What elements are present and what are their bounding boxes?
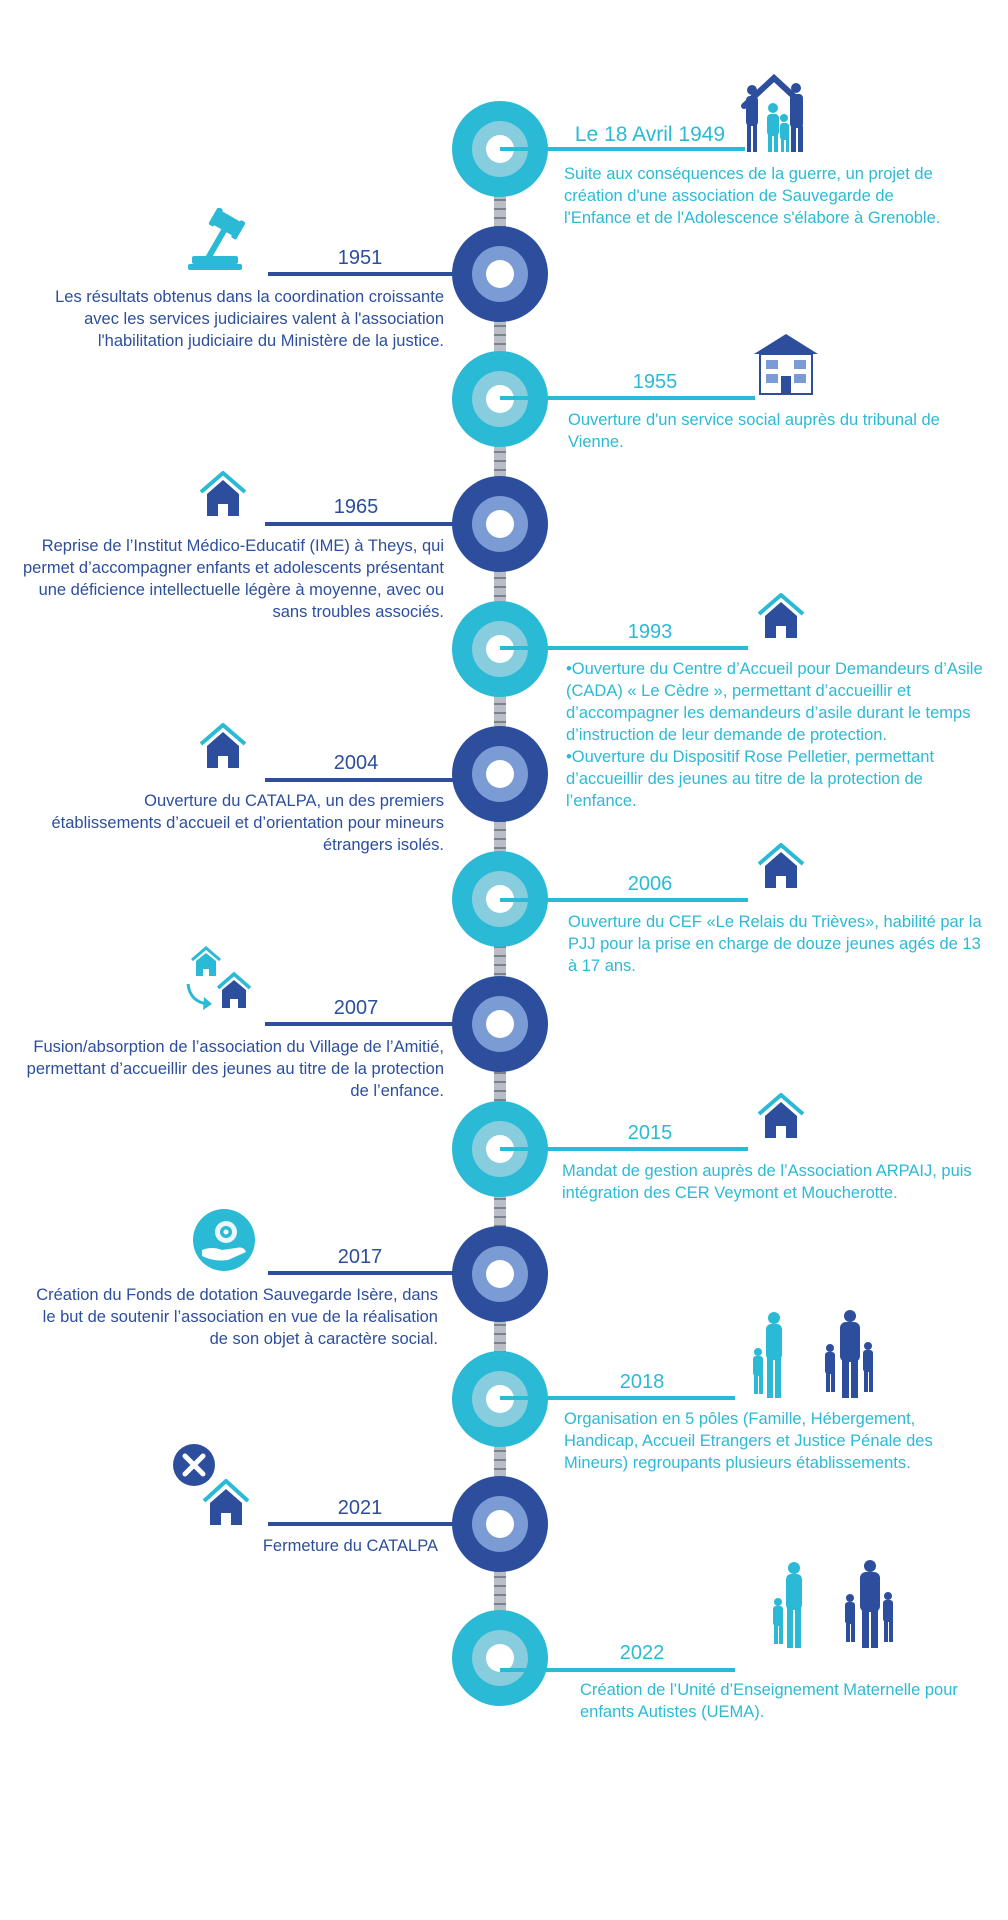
event-bullet: •Ouverture du Dispositif Rose Pelletier, permettant d’accueillir des jeunes au titre de la protection de l’enfance. bbox=[566, 748, 935, 810]
house-merge-icon bbox=[180, 944, 262, 1022]
event-date: 2021 bbox=[337, 1497, 383, 1519]
event-description: Organisation en 5 pôles (Famille, Hébergement, Handicap, Accueil Etrangers et Justice Pénale des Mineurs) regroupants plusieurs établissements. bbox=[564, 1410, 933, 1472]
event-date: 2004 bbox=[333, 752, 379, 774]
event-description: Mandat de gestion auprès de l’Association ARPAIJ, puis intégration des CER Veymont et Moucherotte. bbox=[562, 1162, 972, 1202]
timeline-connector bbox=[500, 1147, 748, 1151]
event-description: Ouverture d'un service social auprès du tribunal de Vienne. bbox=[568, 411, 940, 451]
house-closed-icon bbox=[170, 1443, 256, 1527]
event-date: 1955 bbox=[632, 371, 678, 393]
event-description: Ouverture du CEF «Le Relais du Trièves», habilité par la PJJ pour la prise en charge de douze jeunes agés de 13 à 17 ans. bbox=[568, 913, 982, 975]
event-description: Fusion/absorption de l’association du Village de l’Amitié, permettant d’accueillir des jeunes au titre de la protection de l’enfance. bbox=[26, 1038, 444, 1100]
timeline-connector bbox=[500, 396, 755, 400]
event-date: Le 18 Avril 1949 bbox=[574, 123, 726, 146]
house-icon bbox=[198, 470, 248, 518]
timeline-node bbox=[452, 226, 548, 322]
family-walking-icon bbox=[764, 1560, 894, 1652]
event-date: 2006 bbox=[627, 873, 673, 895]
timeline-connector bbox=[268, 1271, 458, 1275]
event-description: Suite aux conséquences de la guerre, un projet de création d'une association de Sauvegarde de l'Enfance et de l'Adolescence s'élabore à Grenoble. bbox=[564, 165, 941, 227]
event-description bbox=[566, 658, 992, 812]
timeline-node bbox=[452, 1610, 548, 1706]
timeline-connector bbox=[265, 778, 458, 782]
family-roof-icon bbox=[738, 72, 810, 156]
timeline-connector bbox=[500, 646, 748, 650]
house-icon bbox=[756, 592, 806, 640]
timeline-connector bbox=[268, 272, 458, 276]
event-description: Création de l’Unité d’Enseignement Maternelle pour enfants Autistes (UEMA). bbox=[580, 1681, 958, 1721]
timeline-connector bbox=[500, 147, 745, 151]
event-date: 2007 bbox=[333, 997, 379, 1019]
timeline-node bbox=[452, 726, 548, 822]
timeline-connector bbox=[268, 1522, 458, 1526]
event-description: Création du Fonds de dotation Sauvegarde Isère, dans le but de soutenir l’association en vue de la réalisation de son objet à caractère social. bbox=[36, 1286, 438, 1348]
timeline-connector bbox=[500, 1396, 735, 1400]
timeline-connector bbox=[265, 1022, 458, 1026]
timeline-connector bbox=[500, 1668, 735, 1672]
house-icon bbox=[756, 842, 806, 890]
event-date: 2018 bbox=[619, 1371, 665, 1393]
timeline-node bbox=[452, 476, 548, 572]
event-description: Les résultats obtenus dans la coordination croissante avec les services judiciaires valent à l'association l'habilitation judiciaire du Ministère de la justice. bbox=[55, 288, 444, 350]
house-icon bbox=[756, 1092, 806, 1140]
event-date: 1965 bbox=[333, 496, 379, 518]
house-icon bbox=[198, 722, 248, 770]
timeline-connector bbox=[500, 898, 748, 902]
event-date: 2022 bbox=[619, 1642, 665, 1664]
timeline-node bbox=[452, 976, 548, 1072]
endowment-hand-icon bbox=[192, 1208, 256, 1272]
event-description: Ouverture du CATALPA, un des premiers établissements d’accueil et d’orientation pour mineurs étrangers isolés. bbox=[51, 792, 444, 854]
family-walking-icon bbox=[744, 1310, 874, 1402]
event-date: 2015 bbox=[627, 1122, 673, 1144]
timeline-node bbox=[452, 1476, 548, 1572]
timeline-node bbox=[452, 1226, 548, 1322]
event-description: Fermeture du CATALPA bbox=[262, 1537, 438, 1555]
event-date: 1993 bbox=[627, 621, 673, 643]
building-icon bbox=[752, 332, 820, 396]
event-date: 1951 bbox=[337, 247, 383, 269]
gavel-icon bbox=[186, 208, 266, 272]
event-description: Reprise de l’Institut Médico-Educatif (IME) à Theys, qui permet d’accompagner enfants et adolescents présentant une déficience intellectuelle légère à moyenne, avec ou sans troubles associés. bbox=[22, 537, 444, 621]
event-date: 2017 bbox=[337, 1246, 383, 1268]
event-bullet: •Ouverture du Centre d’Accueil pour Demandeurs d’Asile (CADA) « Le Cèdre », permettant d’accueillir et d’accompagner les demandeurs d’asile durant le temps d’instruction de leur demande de protection. bbox=[566, 660, 983, 744]
timeline-connector bbox=[265, 522, 458, 526]
